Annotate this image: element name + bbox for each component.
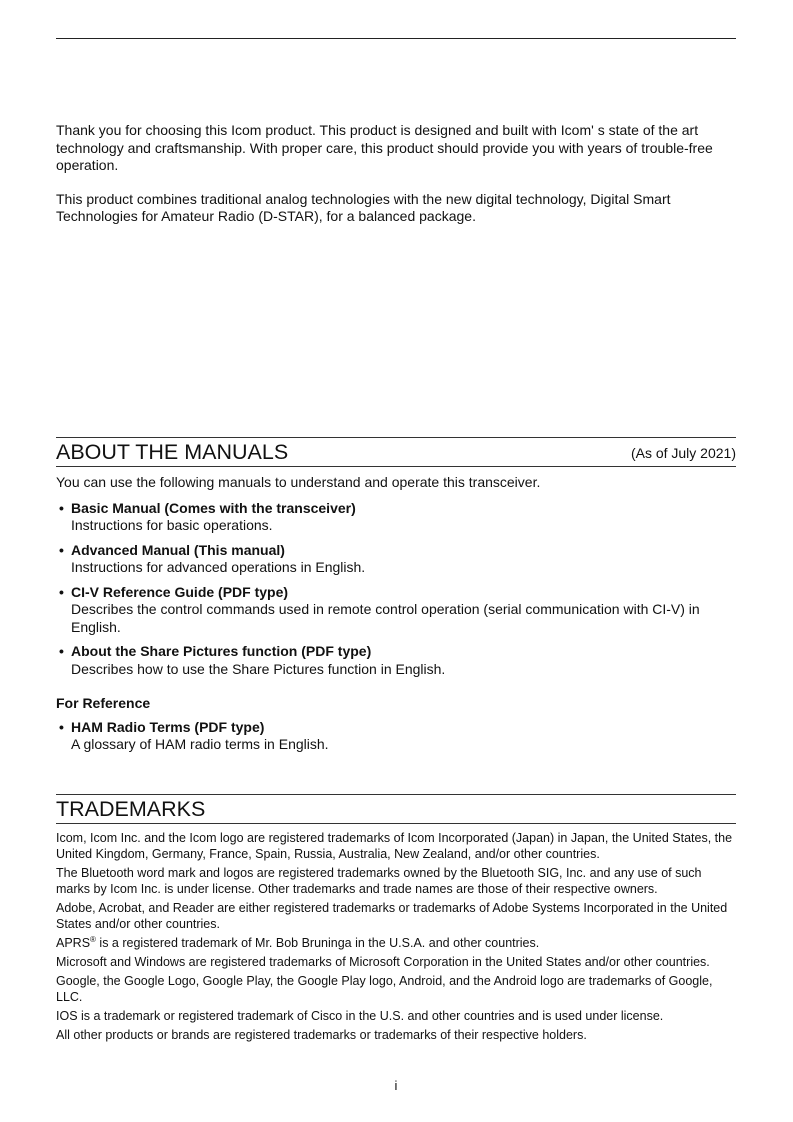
intro-paragraph-2: This product combines traditional analog technologies with the new digital technology, Digital Smart Technologies for Amateur Radio (D-STAR), for a balanced package. [56, 190, 671, 224]
manual-title: About the Share Pictures function (PDF type) [71, 643, 372, 659]
page-number: i [394, 1078, 398, 1093]
bullet: • [59, 643, 64, 659]
intro-paragraph-1: Thank you for choosing this Icom product. This product is designed and built with Icom' s state of the art technology and craftsmanship. With proper care, this product should provide you with years of trouble-free operation. [56, 122, 713, 173]
reference-description: A glossary of HAM radio terms in English. [71, 736, 329, 752]
manuals-body [56, 474, 736, 761]
trademark-paragraph: Icom, Icom Inc. and the Icom logo are registered trademarks of Icom Incorporated (Japan) in Japan, the United States, the United Kingdom, Germany, France, Spain, Russia, Australia, New Zealand, and/or other countries. [56, 831, 733, 861]
trademark-paragraph: IOS is a trademark or registered trademark of Cisco in the U.S. and other countries and is used under license. [56, 1009, 664, 1023]
manual-description: Describes the control commands used in remote control operation (serial communication with CI-V) in English. [71, 601, 700, 635]
intro-section [56, 122, 736, 242]
manual-description: Describes how to use the Share Pictures function in English. [71, 660, 446, 677]
trademark-paragraph: Microsoft and Windows are registered trademarks of Microsoft Corporation in the United States and/or other countries. [56, 955, 710, 969]
trademark-paragraph: Adobe, Acrobat, and Reader are either registered trademarks or trademarks of Adobe Systems Incorporated in the United States and/or other countries. [56, 901, 728, 931]
manuals-section-header [56, 437, 736, 467]
registered-mark: ® [90, 934, 96, 944]
reference-item [56, 719, 736, 754]
manual-item [56, 643, 736, 678]
bullet: • [59, 583, 64, 600]
manual-description: Instructions for basic operations. [71, 517, 273, 533]
manual-title: Advanced Manual (This manual) [71, 541, 285, 558]
manuals-section-title: ABOUT THE MANUALS [56, 440, 289, 464]
manual-item [56, 584, 736, 637]
trademark-paragraph: All other products or brands are registered trademarks or trademarks of their respective holders. [56, 1028, 587, 1042]
manual-item [56, 542, 736, 577]
bullet: • [59, 718, 64, 735]
manuals-lead: You can use the following manuals to understand and operate this transceiver. [56, 474, 541, 490]
manuals-date: (As of July 2021) [630, 445, 736, 461]
document-page [56, 0, 736, 1122]
top-rule [56, 38, 736, 39]
bullet: • [59, 499, 64, 516]
manual-title: Basic Manual (Comes with the transceiver) [71, 499, 356, 516]
trademark-paragraph-aprs [56, 935, 736, 951]
trademarks-body [56, 830, 736, 1046]
trademark-paragraph: Google, the Google Logo, Google Play, the Google Play logo, Android, and the Android logo are trademarks of Google, LLC. [56, 974, 713, 1004]
aprs-name: APRS [56, 936, 91, 950]
manual-item [56, 500, 736, 535]
trademark-paragraph: The Bluetooth word mark and logos are registered trademarks owned by the Bluetooth SIG, Inc. and any use of such marks by Icom Inc. is under license. Other trademarks and trade names are those of their respective owners. [56, 866, 702, 896]
trademarks-section-title: TRADEMARKS [56, 797, 206, 821]
manual-title: CI-V Reference Guide (PDF type) [71, 583, 289, 600]
manual-description: Instructions for advanced operations in English. [71, 559, 366, 575]
trademarks-section-header [56, 794, 736, 824]
reference-title: HAM Radio Terms (PDF type) [71, 718, 265, 735]
aprs-text: is a registered trademark of Mr. Bob Bruninga in the U.S.A. and other countries. [95, 936, 540, 950]
bullet: • [59, 541, 64, 558]
reference-heading: For Reference [56, 695, 151, 711]
